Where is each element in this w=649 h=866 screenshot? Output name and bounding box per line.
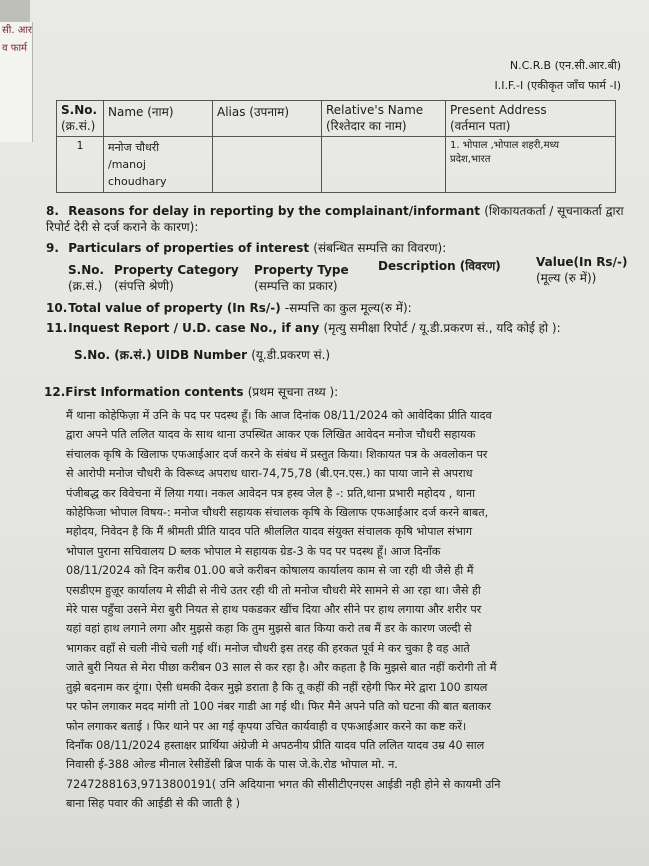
section-10-title-hi: -सम्पत्ति का कुल मूल्य(रु में): <box>284 301 412 315</box>
col-sno-hi: (क्र.सं.) <box>61 119 96 133</box>
prop-col-type-hi: (सम्पत्ति का प्रकार) <box>254 279 338 293</box>
accused-table <box>56 100 616 193</box>
fir-line: दिनाँक 08/11/2024 हस्ताक्षर प्रार्थिया अंग्रेजी मे अपठनीय प्रीति यादव पति ललित यादव उम्र 40 साल <box>66 738 485 752</box>
section-12-title: First Information contents <box>65 385 244 399</box>
section-12 <box>44 384 338 400</box>
fir-line: संचालक कृषि के खिलाफ एफआईआर दर्ज करने के संबंध में प्रस्तुत किया। शिकायत पत्र के अवलोकन पर <box>66 447 488 461</box>
section-8 <box>46 203 626 235</box>
col-address: Present Address <box>450 103 547 117</box>
underlying-sheet <box>0 22 33 142</box>
underlying-sheet-line: सी. आर <box>2 25 33 36</box>
col-relative-hi: (रिश्तेदार का नाम) <box>326 119 407 133</box>
fir-line: महोदय, निवेदन है कि मैं श्रीमती प्रीति यादव पति श्रीललित यादव संयुक्त संचालक कृषि भोपाल संभाग <box>66 525 473 539</box>
section-10-title: Total value of property (In Rs/-) <box>68 301 281 315</box>
fir-line: निवासी ई-388 ओल्ड मीनाल रेसीडेंसी ब्रिज पार्क के पास जे.के.रोड भोपाल मो. न. <box>66 758 398 772</box>
fir-line: से आरोपी मनोज चौधरी के विरूध्द अपराध धारा-74,75,78 (बी.एन.एस.) का पाया जाने से अपराध <box>66 467 473 481</box>
fir-line: जाते बुरी नियत से मेरा पीछा करीबन 03 साल से कर रहा है। और कहता है कि मुझसे बात नहीं करोगी तो मैं <box>66 661 497 675</box>
name-line: /manoj <box>108 158 146 171</box>
prop-col-description <box>378 258 528 274</box>
prop-col-category-hi: (संपत्ति श्रेणी) <box>114 279 174 293</box>
cell-sno: 1 <box>57 137 104 193</box>
fir-line: मेरे पास पहुँचा उसने मेरा बुरी नियत से हाथ पकडकर खींच दिया और सीने पर हाथ लगाया और शरीर पर <box>66 603 482 617</box>
fir-line: पंजीबद्ध कर विवेचना में लिया गया। नकल आवेदन पत्र हस्व जेल है -: प्रति,थाना प्रभारी महोदय , थाना <box>66 486 476 500</box>
prop-col-sno-hi: (क्र.सं.) <box>68 279 103 293</box>
uidb-header-en: S.No. (क्र.सं.) UIDB Number <box>74 348 248 362</box>
cell-name <box>104 137 213 193</box>
fir-line: बाना सिह पवार की आईडी से की जाती है ) <box>66 797 240 811</box>
accused-table-header <box>57 101 616 137</box>
name-line: मनोज चौधरी <box>108 141 160 154</box>
col-sno: S.No. <box>61 103 98 117</box>
section-9-title-hi: (संबन्धित सम्पत्ति का विवरण): <box>313 241 447 255</box>
fir-line: भोपाल पुराना सचिवालय D ब्लक भोपाल मे सहायक ग्रेड-3 के पद पर पदस्थ हूँ। आज दिनाँक <box>66 544 441 558</box>
col-alias: Alias (उपनाम) <box>217 105 289 119</box>
section-number: 9. <box>46 241 59 255</box>
uidb-header-hi: (यू.डी.प्रकरण सं.) <box>251 348 331 362</box>
prop-col-sno-en: S.No. <box>68 263 105 277</box>
prop-col-value-en: Value(In Rs/-) <box>536 255 628 269</box>
prop-col-value-hi: (मूल्य (रु में)) <box>536 271 597 285</box>
name-line: choudhary <box>108 175 167 188</box>
section-8-title: Reasons for delay in reporting by the complainant/informant <box>68 204 481 218</box>
section-9 <box>46 240 446 256</box>
section-8-title-hi: (शिकायतकर्ता / सूचनाकर्ता द्वारा रिपोर्ट देरी से दर्ज कराने के कारण): <box>46 204 624 234</box>
fir-contents <box>66 406 606 814</box>
section-11-title: Inquest Report / U.D. case No., if any <box>68 321 320 335</box>
fir-line: तुझे बदनाम कर दूंगा। ऐसी धमकी देकर मुझे डराता है कि तू कहीं की नहीं रहेगी फिर मेरे द्वारा 100 डायल <box>66 680 488 694</box>
prop-col-category-en: Property Category <box>114 263 239 277</box>
prop-col-description-en: Description (विवरण) <box>378 259 501 273</box>
fir-line: फोन लगाकर बताई । फिर थाने पर आ गई कृपया उचित कार्यवाही व एफआईआर करने का कष्ट करें। <box>66 719 467 733</box>
fir-line: भागकर वहाँ से चली नीचे चली गई थीं। मनोज चौधरी इस तरह की हरकत पूर्व मे कर चुका है वह आते <box>66 641 470 655</box>
fir-line: द्वारा अपने पति ललित यादव के साथ थाना उपस्थित आकर एक लिखित आवेदन मनोज चौधरी सहायक <box>66 428 476 442</box>
section-number: 10. <box>46 301 68 315</box>
prop-col-type <box>254 262 374 294</box>
underlying-sheet-line: व फार्म <box>2 43 28 54</box>
col-relative: Relative's Name <box>326 103 424 117</box>
fir-line: मैं थाना कोहेफिज़ा में उनि के पद पर पदस्थ हूँ। कि आज दिनांक 08/11/2024 को आवेदिका प्रीति यादव <box>66 409 492 422</box>
form-header: I.I.F.-I (एकीकृत जाँच फार्म -I) <box>494 79 621 92</box>
section-12-title-hi: (प्रथम सूचना तथ्य ): <box>247 385 339 399</box>
prop-col-sno <box>68 262 118 294</box>
section-10 <box>46 300 412 316</box>
prop-col-category <box>114 262 254 294</box>
binding-strip <box>0 0 30 22</box>
fir-line: यहां वहां हाथ लगाने लगा और मुझसे कहा कि तुम मुझसे बात किया करो तब मैं डर के कारण जल्दी से <box>66 622 472 636</box>
fir-line: 08/11/2024 को दिन करीब 01.00 बजे करीबन कोषालय कार्यालय काम से जा रही थी जैसे ही मैं <box>66 564 474 578</box>
fir-line: एसडीएम हुज़ूर कार्यालय मे सीढी से नीचे उतर रही थी तो मनोज चौधरी मेरे सामने से आ रहा था। जैसे ही <box>66 583 481 597</box>
fir-line: कोहेफिजा भोपाल विषय-: मनोज चौधरी सहायक संचालक कृषि के खिलाफ एफआईआर दर्ज करने बाबत, <box>66 506 489 520</box>
section-11-title-hi: (मृत्यु समीक्षा रिपोर्ट / यू.डी.प्रकरण सं., यदि कोई हो ): <box>323 321 561 335</box>
prop-col-value <box>536 254 636 286</box>
cell-address <box>446 137 616 193</box>
uidb-header <box>74 347 330 363</box>
cell-relative <box>322 137 446 193</box>
fir-line: 7247288163,9713800191( उनि अदियाना भगत की सीसीटीएनएस आईडी नही होने से कायमी उनि <box>66 777 501 791</box>
cell-alias <box>213 137 322 193</box>
ncrb-header: N.C.R.B (एन.सी.आर.बी) <box>509 59 621 72</box>
col-name: Name (नाम) <box>108 105 174 119</box>
section-number: 12. <box>44 385 66 399</box>
section-number: 11. <box>46 321 68 335</box>
address-line: 1. भोपाल ,भोपाल शहरी,मध्य <box>450 140 560 151</box>
section-11 <box>46 320 561 336</box>
fir-line: पर फोन लगाकर मदद मांगी तो 100 नंबर गाडी आ गई थी। फिर मैने अपने पति को घटना की बात बताकर <box>66 700 492 714</box>
prop-col-type-en: Property Type <box>254 263 349 277</box>
table-row <box>57 137 616 193</box>
section-9-title: Particulars of properties of interest <box>68 241 310 255</box>
address-line: प्रदेश,भारत <box>450 154 491 165</box>
col-address-hi: (वर्तमान पता) <box>450 119 511 133</box>
section-number: 8. <box>46 204 59 218</box>
